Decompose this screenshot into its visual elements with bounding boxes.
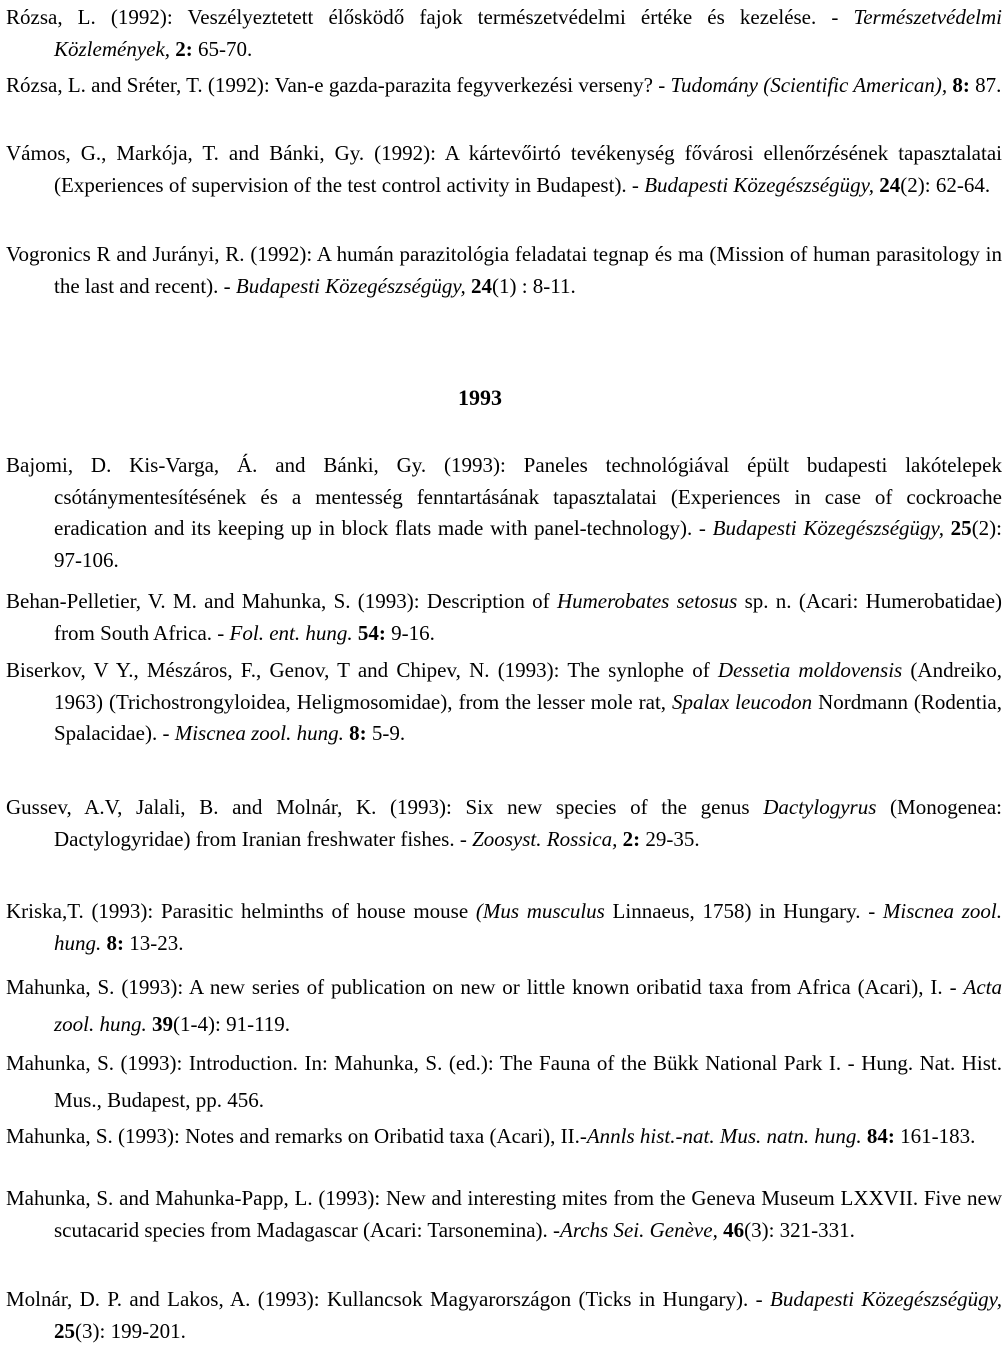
ref-pages: (1) : 8-11. [491, 273, 576, 298]
ref-taxon-name: Dactylogyrus [763, 795, 877, 819]
ref-title: Nordmann (Rodentia, Spalacidae). - [54, 689, 1002, 745]
ref-pages: (2): 62-64. [900, 172, 991, 197]
ref-title: A kártevőirtó tevékenység fővárosi ellenőrzésének tapasztalatai (Experiences of supervision of the test control activity in Budapest). - [54, 141, 1002, 197]
ref-journal: Budapesti Közegészségügy, [712, 516, 944, 540]
ref-authors: Behan-Pelletier, V. M. and Mahunka, S. (1993): [6, 589, 427, 613]
ref-volume: 25 [943, 516, 972, 540]
ref-pages: 29-35. [640, 826, 700, 851]
ref-journal: Budapesti Közegészségügy, [644, 172, 874, 197]
ref-journal: Tudomány (Scientific American), [670, 73, 948, 97]
ref-taxon-name: (Mus musculus [475, 899, 605, 923]
ref-volume: 8: [343, 721, 367, 745]
ref-title: (Andreiko, 1963) (Trichostrongyloidea, Heligmosomidae), from the lesser mole rat, [54, 658, 1002, 714]
ref-volume: 84: [861, 1124, 895, 1148]
ref-title: Parasitic helminths of house mouse [160, 899, 476, 923]
ref-volume: 46 [717, 1217, 745, 1242]
reference-entry [6, 239, 1002, 302]
ref-authors: Bajomi, D. Kis-Varga, Á. and Bánki, Gy. (1993): [6, 453, 524, 477]
ref-volume: 54: [352, 620, 386, 645]
reference-entry [6, 450, 1002, 576]
ref-authors: Vámos, G., Markója, T. and Bánki, Gy. (1992): [6, 141, 445, 165]
ref-pages: (3): 199-201. [75, 1318, 186, 1343]
ref-pages: 161-183. [894, 1124, 976, 1148]
reference-entry [6, 586, 1002, 649]
ref-taxon-name: Dessetia moldovensis [717, 658, 903, 682]
ref-taxon-name: Spalax leucodon [672, 689, 813, 714]
ref-title: Paneles technológiával épült budapesti lakótelepek csótánymentesítésének és a mentesség fenntartásának tapasztalatai (Experiences in case of cockroache eradication and its keeping up in block flats made with panel-technology). - [54, 453, 1002, 540]
ref-journal: Zoosyst. Rossica, [472, 826, 618, 851]
ref-volume: 39 [146, 1012, 174, 1036]
ref-title: New and interesting mites from the Geneva Museum LXXVII. Five new scutacarid species from Madagascar (Acari: Tarsonemina). - [54, 1186, 1002, 1242]
ref-title: Veszélyeztetett élősködő fajok természetvédelmi értéke és kezelése. - [187, 5, 854, 29]
ref-journal: Fol. ent. hung. [229, 620, 353, 645]
ref-journal: Budapesti Közegészségügy, [235, 273, 466, 298]
reference-entry [6, 1284, 1002, 1347]
ref-taxon-name: Humerobates setosus [556, 589, 738, 613]
reference-entry [6, 792, 1002, 855]
reference-entry [6, 70, 1002, 102]
ref-title: A humán parazitológia feladatai tegnap és ma (Mission of human parasitology in the last and recent). - [54, 242, 1002, 298]
ref-authors: Rózsa, L. (1992): [6, 5, 188, 29]
ref-authors: Molnár, D. P. and Lakos, A. (1993): [6, 1287, 327, 1311]
ref-title: The synlophe of [567, 658, 718, 682]
ref-pages: 9-16. [385, 620, 435, 645]
year-heading: 1993 [458, 385, 502, 410]
ref-volume: 24 [465, 273, 492, 298]
reference-entry [6, 138, 1002, 201]
ref-title: Kullancsok Magyarországon (Ticks in Hungary). - [326, 1287, 771, 1311]
ref-journal: Archs Sei. Genève, [560, 1217, 718, 1242]
ref-pages: 5-9. [366, 721, 406, 745]
ref-authors: Gussev, A.V, Jalali, B. and Molnár, K. (1993): [6, 795, 466, 819]
reference-entry [6, 1045, 1002, 1119]
ref-title: Description of [426, 589, 557, 613]
ref-authors: Biserkov, V Y., Mészáros, F., Genov, T and Chipev, N. (1993): [6, 658, 568, 682]
ref-title: Linnaeus, 1758) in Hungary. - [604, 899, 883, 923]
ref-authors: Mahunka, S. (1993): [6, 1124, 186, 1148]
ref-volume: 25 [54, 1318, 75, 1343]
ref-pages: 65-70. [192, 36, 253, 61]
ref-volume: 8: [947, 73, 970, 97]
ref-authors: Vogronics R and Jurányi, R. (1992): [6, 242, 317, 266]
ref-volume: 2: [617, 826, 641, 851]
reference-entry [6, 2, 1002, 65]
ref-title: Introduction. In: Mahunka, S. (ed.): The Fauna of the Bükk National Park I. - Hung. Nat. Hist. Mus., Budapest, pp. 456. [54, 1051, 1002, 1112]
ref-authors: Mahunka, S. and Mahunka-Papp, L. (1993): [6, 1186, 386, 1210]
ref-title: Six new species of the genus [465, 795, 764, 819]
ref-pages: (1-4): 91-119. [173, 1012, 291, 1036]
ref-title: sp. n. (Acari: Humerobatidae) from South Africa. - [54, 589, 1002, 645]
ref-authors: Mahunka, S. (1993): [6, 1051, 189, 1075]
ref-pages: 13-23. [124, 930, 184, 955]
reference-entry [6, 1121, 1002, 1153]
ref-title: Van-e gazda-parazita fegyverkezési verseny? - [274, 73, 671, 97]
ref-journal: Budapesti Közegészségügy, [770, 1287, 1002, 1311]
ref-authors: Mahunka, S. (1993): [6, 975, 189, 999]
reference-entry [6, 896, 1002, 959]
ref-authors: Rózsa, L. and Sréter, T. (1992): [6, 73, 275, 97]
ref-volume: 2: [170, 36, 193, 61]
reference-entry [6, 969, 1002, 1043]
reference-entry [6, 655, 1002, 750]
ref-title: (Monogenea: Dactylogyridae) from Iranian freshwater fishes. - [54, 795, 1002, 851]
ref-journal: Miscnea zool. hung. [54, 899, 1002, 955]
ref-pages: 87. [969, 73, 1002, 97]
ref-authors: Kriska,T. (1993): [6, 899, 161, 923]
ref-pages: (2): 97-106. [54, 516, 1002, 572]
ref-title: A new series of publication on new or little known oribatid taxa from Africa (Acari), I. - [188, 975, 964, 999]
ref-pages: (3): 321-331. [744, 1217, 855, 1242]
ref-journal: Természetvédelmi Közlemények, [54, 5, 1002, 61]
ref-journal: Miscnea zool. hung. [174, 721, 344, 745]
ref-volume: 8: [101, 930, 124, 955]
ref-journal: Acta zool. hung. [54, 975, 1002, 1036]
reference-entry [6, 1183, 1002, 1246]
ref-journal: Annls hist.-nat. Mus. natn. hung. [586, 1124, 862, 1148]
ref-title: Notes and remarks on Oribatid taxa (Acari), II.- [185, 1124, 587, 1148]
ref-volume: 24 [874, 172, 901, 197]
